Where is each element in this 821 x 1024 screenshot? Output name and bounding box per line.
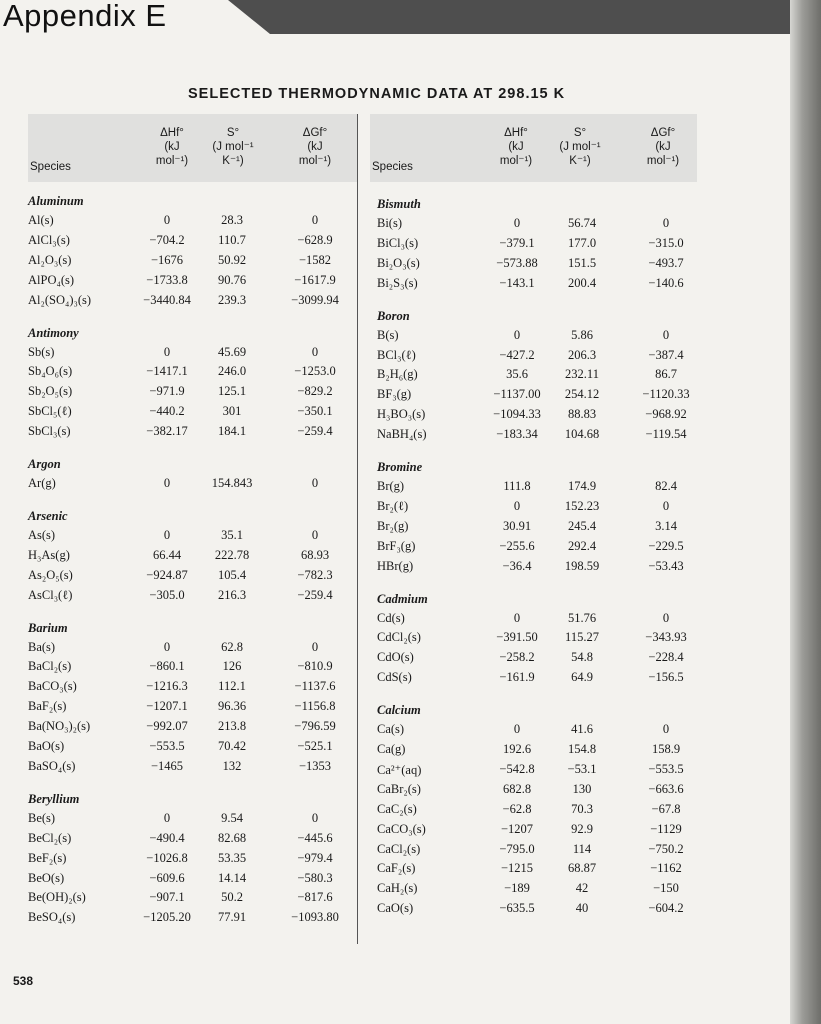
gibbs-cell: −750.2 (648, 841, 684, 856)
enthalpy-cell: −1137.00 (493, 387, 541, 402)
gibbs-cell: −259.4 (297, 587, 333, 602)
enthalpy-cell: −1216.3 (146, 679, 188, 694)
entropy-cell: 35.1 (221, 527, 243, 542)
entropy-cell: 246.0 (217, 364, 247, 379)
table-row (0, 842, 790, 862)
entropy-cell: 151.5 (567, 255, 597, 270)
entropy-cell: 54.8 (571, 650, 593, 665)
species-cell: BaSO₄(s) (28, 758, 76, 773)
enthalpy-cell: 0 (513, 216, 521, 230)
table-row (0, 782, 790, 802)
group-heading: Argon (28, 457, 61, 471)
table-header-left (28, 114, 357, 182)
gibbs-cell: −829.2 (297, 384, 333, 399)
table-row (0, 650, 790, 670)
enthalpy-cell: −1026.8 (146, 850, 188, 865)
gibbs-cell: −1353 (298, 758, 332, 773)
species-cell: CaCO₃(s) (377, 821, 426, 836)
entropy-cell: 154.8 (567, 742, 597, 756)
species-cell: Br(g) (377, 479, 405, 493)
entropy-cell: −53.1 (567, 761, 597, 776)
entropy-cell: 114 (572, 841, 592, 856)
column-header-species: Species (30, 161, 71, 173)
gibbs-cell: −119.54 (645, 427, 687, 442)
table-row (0, 236, 790, 256)
species-cell: Be(s) (28, 810, 56, 825)
species-cell: H₃As(g) (28, 547, 70, 562)
enthalpy-cell: −391.50 (496, 630, 538, 645)
enthalpy-cell: −258.2 (499, 650, 535, 665)
entropy-cell: 216.3 (217, 587, 247, 602)
gibbs-cell: −968.92 (645, 407, 687, 422)
entropy-cell: 50.2 (221, 890, 243, 905)
species-cell: CdS(s) (377, 670, 412, 685)
species-cell: Br₂(g) (377, 518, 409, 533)
gibbs-cell: −343.93 (645, 630, 687, 645)
table-row (0, 387, 790, 407)
entropy-cell: 96.36 (217, 699, 247, 714)
species-cell: Bi₂S₃(s) (377, 275, 418, 290)
enthalpy-cell: −1417.1 (146, 364, 188, 379)
gibbs-cell: −525.1 (297, 739, 333, 753)
species-cell: Bi₂O₃(s) (377, 255, 420, 270)
enthalpy-cell: −143.1 (499, 275, 535, 290)
enthalpy-cell: 0 (513, 498, 521, 513)
table-row (0, 742, 790, 762)
enthalpy-cell: 111.8 (503, 479, 531, 493)
enthalpy-cell: 682.8 (502, 781, 532, 796)
entropy-cell: 14.14 (217, 870, 247, 885)
species-cell: Ba(s) (28, 639, 56, 654)
species-cell: Ca(g) (377, 742, 406, 756)
table-row (0, 216, 790, 236)
species-cell: Al(s) (28, 213, 54, 227)
entropy-cell: 301 (222, 404, 242, 419)
gibbs-cell: −140.6 (648, 275, 684, 290)
enthalpy-cell: −1733.8 (146, 272, 188, 287)
entropy-cell: 92.9 (571, 821, 593, 836)
enthalpy-cell: 0 (513, 722, 521, 737)
enthalpy-cell: −971.9 (149, 384, 185, 399)
entropy-cell: 77.91 (217, 910, 247, 925)
enthalpy-cell: −924.87 (146, 567, 188, 582)
gibbs-cell: −553.5 (648, 761, 684, 776)
enthalpy-cell: −573.88 (496, 255, 538, 270)
enthalpy-cell: −36.4 (502, 558, 532, 573)
species-cell: CaCl₂(s) (377, 841, 421, 856)
gibbs-cell: −150 (653, 881, 679, 896)
species-cell: NaBH₄(s) (377, 427, 427, 442)
entropy-cell: 82.68 (217, 830, 247, 845)
entropy-cell: 68.87 (567, 861, 597, 876)
page-number: 538 (13, 974, 34, 988)
species-cell: BeSO₄(s) (28, 910, 76, 925)
enthalpy-cell: −542.8 (499, 761, 535, 776)
column-header-gibbs: ΔGf° (kJ mol⁻¹) (646, 127, 680, 167)
entropy-cell: 245.4 (567, 518, 597, 533)
gibbs-cell: −350.1 (297, 404, 333, 419)
enthalpy-cell: −183.34 (496, 427, 538, 442)
gibbs-cell: −259.4 (297, 424, 333, 439)
enthalpy-cell: 0 (163, 344, 171, 359)
entropy-cell: 88.83 (567, 407, 597, 422)
gibbs-cell: −229.5 (648, 538, 684, 553)
enthalpy-cell: −490.4 (149, 830, 185, 845)
gibbs-cell: −1253.0 (294, 364, 336, 379)
enthalpy-cell: −553.5 (149, 739, 185, 753)
entropy-cell: 198.59 (564, 558, 600, 573)
gibbs-cell: −1093.80 (291, 910, 339, 925)
enthalpy-cell: −255.6 (499, 538, 535, 553)
gibbs-cell: −796.59 (294, 719, 336, 734)
group-heading: Beryllium (28, 791, 80, 806)
species-cell: As₂O₅(s) (28, 567, 73, 582)
species-cell: AlPO₄(s) (28, 272, 75, 287)
gibbs-cell: 0 (662, 610, 670, 625)
species-cell: BF₃(g) (377, 387, 412, 402)
entropy-cell: 62.8 (221, 639, 243, 654)
species-cell: H₃BO₃(s) (377, 407, 426, 422)
table-row (0, 479, 790, 499)
entropy-cell: 154.843 (211, 476, 253, 490)
entropy-cell: 184.1 (217, 424, 247, 439)
enthalpy-cell: 30.91 (502, 518, 532, 533)
entropy-cell: 42 (575, 881, 589, 896)
species-cell: Ca²⁺(aq) (377, 762, 422, 777)
gibbs-cell: 158.9 (651, 742, 681, 756)
entropy-cell: 222.78 (214, 547, 250, 562)
group-heading: Arsenic (28, 508, 68, 523)
gibbs-cell: −1129 (650, 821, 682, 836)
table-row (0, 802, 790, 822)
table-row (0, 901, 790, 921)
table-row (0, 630, 790, 650)
entropy-cell: 254.12 (564, 387, 600, 402)
species-cell: Al₂O₃(s) (28, 252, 72, 267)
gibbs-cell: −53.43 (648, 558, 684, 573)
enthalpy-cell: −62.8 (502, 801, 532, 816)
entropy-cell: 200.4 (567, 275, 597, 290)
species-cell: CaBr₂(s) (377, 781, 421, 796)
gibbs-cell: 0 (311, 344, 319, 359)
enthalpy-cell: 66.44 (152, 547, 182, 562)
table-row (0, 407, 790, 427)
gibbs-cell: −1156.8 (294, 699, 336, 714)
species-cell: CaO(s) (377, 901, 414, 916)
entropy-cell: 53.35 (217, 850, 247, 865)
species-cell: BaF₂(s) (28, 699, 67, 714)
group-heading: Cadmium (377, 591, 428, 606)
species-cell: Bi(s) (377, 216, 402, 230)
species-cell: Br₂(ℓ) (377, 498, 409, 513)
species-cell: CdCl₂(s) (377, 630, 421, 645)
group-heading: Bismuth (377, 197, 421, 211)
species-cell: CaC₂(s) (377, 801, 417, 816)
table-row (0, 256, 790, 276)
entropy-cell: 206.3 (567, 347, 597, 362)
enthalpy-cell: −860.1 (149, 659, 185, 674)
gibbs-cell: −1617.9 (294, 272, 336, 287)
species-cell: BeF₂(s) (28, 850, 67, 865)
species-cell: CaF₂(s) (377, 861, 416, 876)
species-cell: BaO(s) (28, 739, 65, 753)
table-row (0, 881, 790, 901)
entropy-cell: 132 (222, 758, 242, 773)
table-row (0, 670, 790, 690)
enthalpy-cell: −907.1 (149, 890, 185, 905)
gibbs-cell: −663.6 (648, 781, 684, 796)
gibbs-cell: −387.4 (648, 347, 684, 362)
enthalpy-cell: −382.17 (146, 424, 188, 439)
column-header-entropy: S° (J mol⁻¹ K⁻¹) (559, 127, 601, 167)
table-row (0, 367, 790, 387)
gibbs-cell: −3099.94 (291, 292, 339, 307)
entropy-cell: 56.74 (567, 216, 597, 230)
species-cell: BaCl₂(s) (28, 659, 72, 674)
column-header-gibbs: ΔGf° (kJ mol⁻¹) (298, 127, 332, 167)
group-heading: Boron (377, 308, 410, 323)
species-cell: BCl₃(ℓ) (377, 347, 416, 362)
entropy-cell: 110.7 (218, 232, 246, 247)
gibbs-cell: −628.9 (297, 232, 333, 247)
gibbs-cell: 86.7 (655, 367, 677, 382)
enthalpy-cell: −635.5 (499, 901, 535, 916)
entropy-cell: 292.4 (567, 538, 597, 553)
gibbs-cell: 0 (311, 476, 319, 490)
table-row (0, 611, 790, 631)
entropy-cell: 70.3 (571, 801, 593, 816)
gibbs-cell: −493.7 (648, 255, 684, 270)
species-cell: BiCl₃(s) (377, 235, 419, 250)
enthalpy-cell: 0 (513, 327, 521, 342)
gibbs-cell: −817.6 (297, 890, 333, 905)
entropy-cell: 105.4 (217, 567, 247, 582)
enthalpy-cell: −1205.20 (143, 910, 191, 925)
species-cell: Sb₂O₅(s) (28, 384, 73, 399)
species-cell: B₂H₆(g) (377, 367, 418, 382)
appendix-title: Appendix E (3, 0, 167, 33)
species-cell: SbCl₅(ℓ) (28, 404, 72, 419)
entropy-cell: 90.76 (217, 272, 247, 287)
enthalpy-cell: 0 (163, 213, 171, 227)
gibbs-cell: 0 (662, 216, 670, 230)
enthalpy-cell: 0 (163, 527, 171, 542)
page-edge-shadow (790, 0, 821, 1024)
gibbs-cell: 3.14 (655, 518, 677, 533)
gibbs-cell: −1582 (298, 252, 332, 267)
table-row (0, 762, 790, 782)
table-row (0, 822, 790, 842)
entropy-cell: 28.3 (221, 213, 243, 227)
entropy-cell: 64.9 (571, 670, 593, 685)
gibbs-cell: 0 (662, 498, 670, 513)
gibbs-cell: 0 (311, 213, 319, 227)
entropy-cell: 104.68 (564, 427, 600, 442)
gibbs-cell: −1120.33 (642, 387, 690, 402)
enthalpy-cell: −1676 (150, 252, 184, 267)
enthalpy-cell: −161.9 (499, 670, 535, 685)
entropy-cell: 45.69 (217, 344, 247, 359)
column-header-species: Species (372, 161, 413, 173)
gibbs-cell: −782.3 (297, 567, 333, 582)
gibbs-cell: −228.4 (648, 650, 684, 665)
entropy-cell: 41.6 (571, 722, 593, 737)
enthalpy-cell: 0 (163, 810, 171, 825)
species-cell: BaCO₃(s) (28, 679, 77, 694)
header-band (228, 0, 821, 34)
entropy-cell: 177.0 (567, 235, 597, 250)
gibbs-cell: −156.5 (648, 670, 684, 685)
group-heading: Calcium (377, 703, 421, 718)
species-cell: SbCl₃(s) (28, 424, 71, 439)
entropy-cell: 112.1 (218, 679, 246, 694)
species-cell: Ba(NO₃)₂(s) (28, 719, 91, 734)
species-cell: Al₂(SO₄)₃(s) (28, 292, 92, 307)
gibbs-cell: 0 (311, 527, 319, 542)
entropy-cell: 232.11 (565, 367, 599, 382)
gibbs-cell: −67.8 (651, 801, 681, 816)
enthalpy-cell: −1207 (500, 821, 534, 836)
gibbs-cell: −604.2 (648, 901, 684, 916)
entropy-cell: 40 (575, 901, 589, 916)
gibbs-cell: 0 (662, 327, 670, 342)
enthalpy-cell: −1207.1 (146, 699, 188, 714)
species-cell: Ar(g) (28, 476, 56, 490)
group-heading: Barium (28, 620, 68, 635)
enthalpy-cell: −440.2 (149, 404, 185, 419)
table-row (0, 276, 790, 296)
gibbs-cell: −580.3 (297, 870, 333, 885)
species-cell: BeO(s) (28, 870, 65, 885)
enthalpy-cell: −1215 (500, 861, 534, 876)
gibbs-cell: −979.4 (297, 850, 333, 865)
table-row (0, 722, 790, 742)
column-header-entropy: S° (J mol⁻¹ K⁻¹) (212, 127, 254, 167)
gibbs-cell: −1162 (650, 861, 682, 876)
table-row (0, 325, 790, 348)
table-row (0, 539, 790, 559)
enthalpy-cell: −1094.33 (493, 407, 541, 422)
enthalpy-cell: 0 (163, 476, 171, 490)
entropy-cell: 125.1 (217, 384, 247, 399)
entropy-cell: 152.23 (564, 498, 600, 513)
species-cell: Be(OH)₂(s) (28, 890, 86, 905)
gibbs-cell: 68.93 (300, 547, 330, 562)
gibbs-cell: −315.0 (648, 235, 684, 250)
entropy-cell: 70.42 (217, 739, 247, 753)
gibbs-cell: 0 (311, 639, 319, 654)
table-row (0, 427, 790, 447)
table-row (0, 348, 790, 368)
enthalpy-cell: −305.0 (149, 587, 185, 602)
group-heading: Bromine (377, 460, 423, 474)
entropy-cell: 50.92 (217, 252, 247, 267)
gibbs-cell: 0 (311, 810, 319, 825)
gibbs-cell: −445.6 (297, 830, 333, 845)
entropy-cell: 239.3 (217, 292, 247, 307)
species-cell: B(s) (377, 327, 399, 342)
table-header-right (370, 114, 697, 182)
table-row (0, 861, 790, 881)
species-cell: BrF₃(g) (377, 538, 416, 553)
entropy-cell: 5.86 (571, 327, 593, 342)
enthalpy-cell: −609.6 (149, 870, 185, 885)
enthalpy-cell: −704.2 (149, 232, 185, 247)
enthalpy-cell: 0 (513, 610, 521, 625)
enthalpy-cell: −189 (504, 881, 530, 896)
column-header-enthalpy: ΔHf° (kJ mol⁻¹) (499, 127, 533, 167)
species-cell: HBr(g) (377, 558, 414, 573)
table-row (0, 499, 790, 519)
column-header-enthalpy: ΔHf° (kJ mol⁻¹) (155, 127, 189, 167)
species-cell: Cd(s) (377, 610, 405, 625)
table-title: SELECTED THERMODYNAMIC DATA AT 298.15 K (188, 86, 566, 102)
entropy-cell: 213.8 (217, 719, 247, 734)
table-row (0, 519, 790, 539)
species-cell: AlCl₃(s) (28, 232, 70, 247)
enthalpy-cell: −992.07 (146, 719, 188, 734)
enthalpy-cell: 0 (163, 639, 171, 654)
species-cell: CdO(s) (377, 650, 414, 665)
species-cell: Ca(s) (377, 722, 405, 737)
gibbs-cell: −810.9 (297, 659, 333, 674)
species-cell: AsCl₃(ℓ) (28, 587, 73, 602)
enthalpy-cell: −379.1 (499, 235, 535, 250)
enthalpy-cell: −3440.84 (143, 292, 191, 307)
enthalpy-cell: 35.6 (506, 367, 528, 382)
entropy-cell: 115.27 (565, 630, 599, 645)
entropy-cell: 9.54 (221, 810, 243, 825)
species-cell: BeCl₂(s) (28, 830, 72, 845)
enthalpy-cell: 192.6 (502, 742, 532, 756)
species-cell: CaH₂(s) (377, 881, 418, 896)
entropy-cell: 130 (572, 781, 592, 796)
group-heading: Antimony (28, 325, 79, 340)
enthalpy-cell: −795.0 (499, 841, 535, 856)
entropy-cell: 174.9 (567, 479, 597, 493)
species-cell: Sb₄O₆(s) (28, 364, 73, 379)
enthalpy-cell: −427.2 (499, 347, 535, 362)
group-heading: Aluminum (28, 194, 84, 208)
gibbs-cell: 0 (662, 722, 670, 737)
gibbs-cell: −1137.6 (294, 679, 336, 694)
entropy-cell: 126 (222, 659, 242, 674)
enthalpy-cell: −1465 (150, 758, 184, 773)
gibbs-cell: 82.4 (655, 479, 677, 493)
table-row (0, 559, 790, 579)
species-cell: As(s) (28, 527, 56, 542)
species-cell: Sb(s) (28, 344, 55, 359)
entropy-cell: 51.76 (567, 610, 597, 625)
